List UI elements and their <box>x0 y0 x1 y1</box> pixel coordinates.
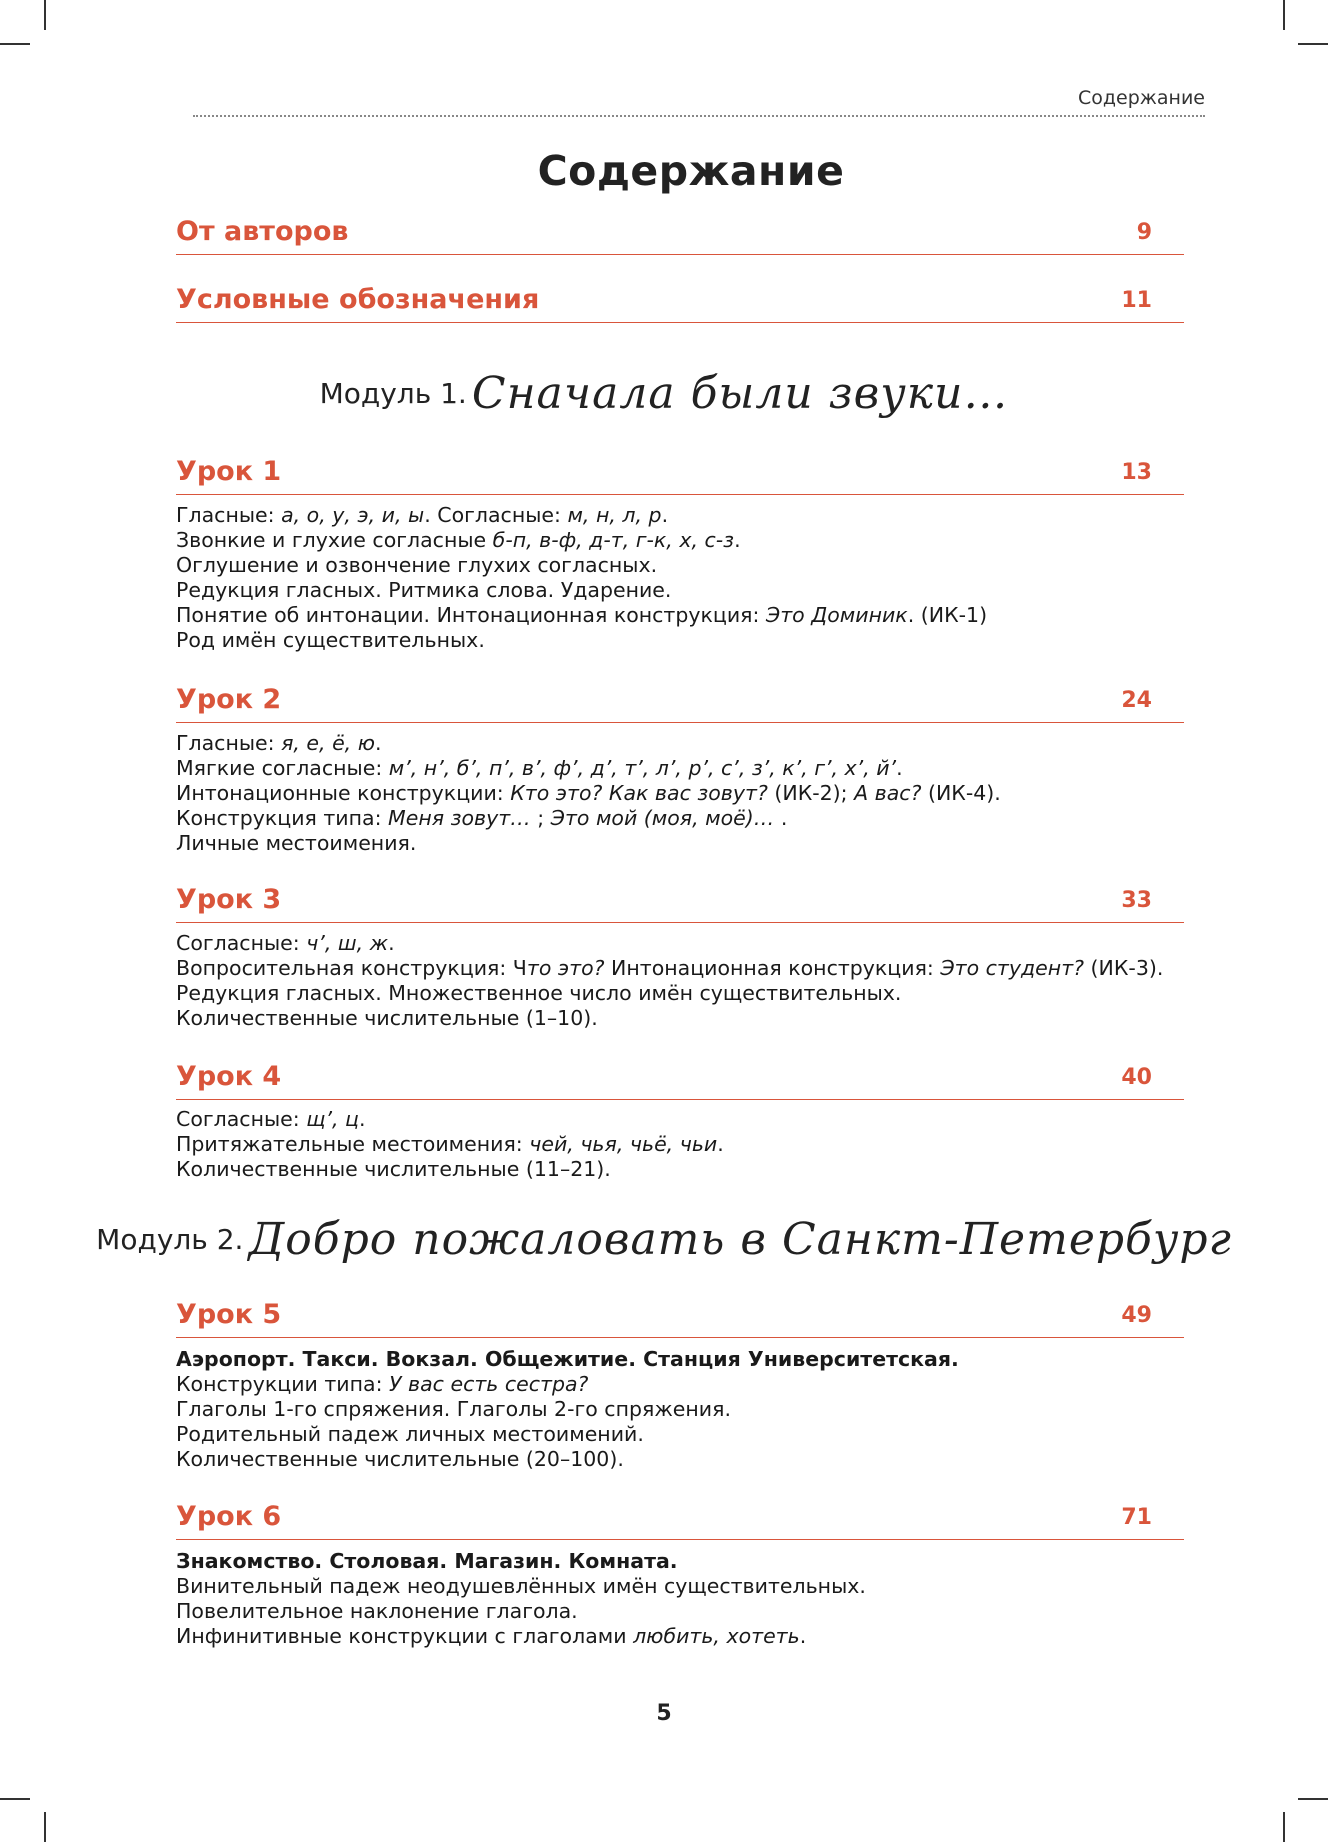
topic-line: Гласные: я, е, ё, ю. <box>176 731 382 755</box>
lesson-topics <box>176 931 1163 1031</box>
topic-line: Род имён существительных. <box>176 628 485 652</box>
toc-entry-label: Урок 4 <box>176 1061 282 1092</box>
topic-line: Мягкие согласные: м’, н’, б’, п’, в’, ф’, д’, т’, л’, р’, с’, з’, к’, г’, х’, й’. <box>176 756 903 780</box>
module-heading-2 <box>0 1214 1328 1265</box>
lesson-topics <box>176 731 1001 856</box>
module-label: Модуль 2. <box>96 1223 244 1256</box>
topic-line: Глаголы 1-го спряжения. Глаголы 2-го спряжения. <box>176 1397 731 1421</box>
toc-entry-authors[interactable] <box>176 216 1184 255</box>
lesson-topics <box>176 1347 959 1472</box>
lesson-topics <box>176 503 987 653</box>
topic-line: Гласные: а, о, у, э, и, ы. Согласные: м, н, л, р. <box>176 503 669 527</box>
toc-entry-label: Урок 6 <box>176 1501 282 1532</box>
toc-entry-label: Урок 5 <box>176 1299 282 1330</box>
topic-line: Редукция гласных. Ритмика слова. Ударение. <box>176 578 672 602</box>
crop-mark <box>0 43 30 45</box>
topic-line-bold: Знакомство. Столовая. Магазин. Комната. <box>176 1549 678 1573</box>
topic-line: Конструкция типа: Меня зовут… ; Это мой (моя, моё)… . <box>176 806 788 830</box>
page-number: 5 <box>656 1701 672 1726</box>
toc-entry-page: 11 <box>1121 288 1152 313</box>
topic-line: Винительный падеж неодушевлённых имён существительных. <box>176 1574 866 1598</box>
lesson-topics <box>176 1107 724 1182</box>
toc-entry-label: Урок 2 <box>176 684 282 715</box>
crop-mark <box>1283 0 1285 30</box>
toc-entry-label: Условные обозначения <box>176 284 540 315</box>
topic-line: Количественные числительные (11–21). <box>176 1157 611 1181</box>
topic-line: Конструкции типа: У вас есть сестра? <box>176 1372 589 1396</box>
toc-entry-page: 49 <box>1121 1303 1152 1328</box>
running-head: Содержание <box>1078 87 1205 109</box>
toc-entry-page: 71 <box>1121 1505 1152 1530</box>
toc-entry-page: 24 <box>1121 688 1152 713</box>
toc-entry-label: Урок 1 <box>176 456 282 487</box>
crop-mark <box>1298 1798 1328 1800</box>
topic-line: Притяжательные местоимения: чей, чья, чьё, чьи. <box>176 1132 724 1156</box>
topic-line: Редукция гласных. Множественное число имён существительных. <box>176 981 902 1005</box>
page-title: Содержание <box>537 147 845 195</box>
toc-entry-lesson-4[interactable] <box>176 1061 1184 1100</box>
toc-entry-legend[interactable] <box>176 284 1184 323</box>
toc-entry-page: 9 <box>1136 220 1152 245</box>
topic-line: Количественные числительные (1–10). <box>176 1006 598 1030</box>
crop-mark <box>1298 43 1328 45</box>
topic-line-bold: Аэропорт. Такси. Вокзал. Общежитие. Станция Университетская. <box>176 1347 959 1371</box>
toc-entry-page: 33 <box>1121 888 1152 913</box>
topic-line: Личные местоимения. <box>176 831 417 855</box>
crop-mark <box>1283 1812 1285 1842</box>
module-label: Модуль 1. <box>319 377 467 410</box>
toc-entry-label: От авторов <box>176 216 349 247</box>
topic-line: Согласные: щ’, ц. <box>176 1107 366 1131</box>
module-title: Сначала были звуки… <box>471 368 1009 419</box>
module-heading-1 <box>0 368 1328 419</box>
topic-line: Согласные: ч’, ш, ж. <box>176 931 395 955</box>
topic-line: Родительный падеж личных местоимений. <box>176 1422 644 1446</box>
module-title: Добро пожаловать в Санкт-Петербург <box>248 1214 1232 1265</box>
toc-entry-lesson-2[interactable] <box>176 684 1184 723</box>
toc-entry-page: 40 <box>1121 1065 1152 1090</box>
topic-line: Инфинитивные конструкции с глаголами любить, хотеть. <box>176 1624 807 1648</box>
topic-line: Количественные числительные (20–100). <box>176 1447 624 1471</box>
topic-line: Понятие об интонации. Интонационная конструкция: Это Доминик. (ИК-1) <box>176 603 988 627</box>
topic-line: Звонкие и глухие согласные б-п, в-ф, д-т, г-к, х, с-з. <box>176 528 741 552</box>
topic-line: Интонационные конструкции: Кто это? Как вас зовут? (ИК-2); А вас? (ИК-4). <box>176 781 1001 805</box>
toc-entry-lesson-1[interactable] <box>176 456 1184 495</box>
toc-entry-page: 13 <box>1121 460 1152 485</box>
toc-entry-lesson-3[interactable] <box>176 884 1184 923</box>
crop-mark <box>0 1798 30 1800</box>
header-divider <box>193 115 1205 117</box>
toc-entry-lesson-5[interactable] <box>176 1299 1184 1338</box>
toc-entry-lesson-6[interactable] <box>176 1501 1184 1540</box>
lesson-topics <box>176 1549 866 1649</box>
topic-line: Оглушение и озвончение глухих согласных. <box>176 553 658 577</box>
toc-entry-label: Урок 3 <box>176 884 282 915</box>
topic-line: Повелительное наклонение глагола. <box>176 1599 578 1623</box>
topic-line: Вопросительная конструкция: Что это? Интонационная конструкция: Это студент? (ИК-3). <box>176 956 1164 980</box>
crop-mark <box>44 0 46 30</box>
crop-mark <box>44 1812 46 1842</box>
